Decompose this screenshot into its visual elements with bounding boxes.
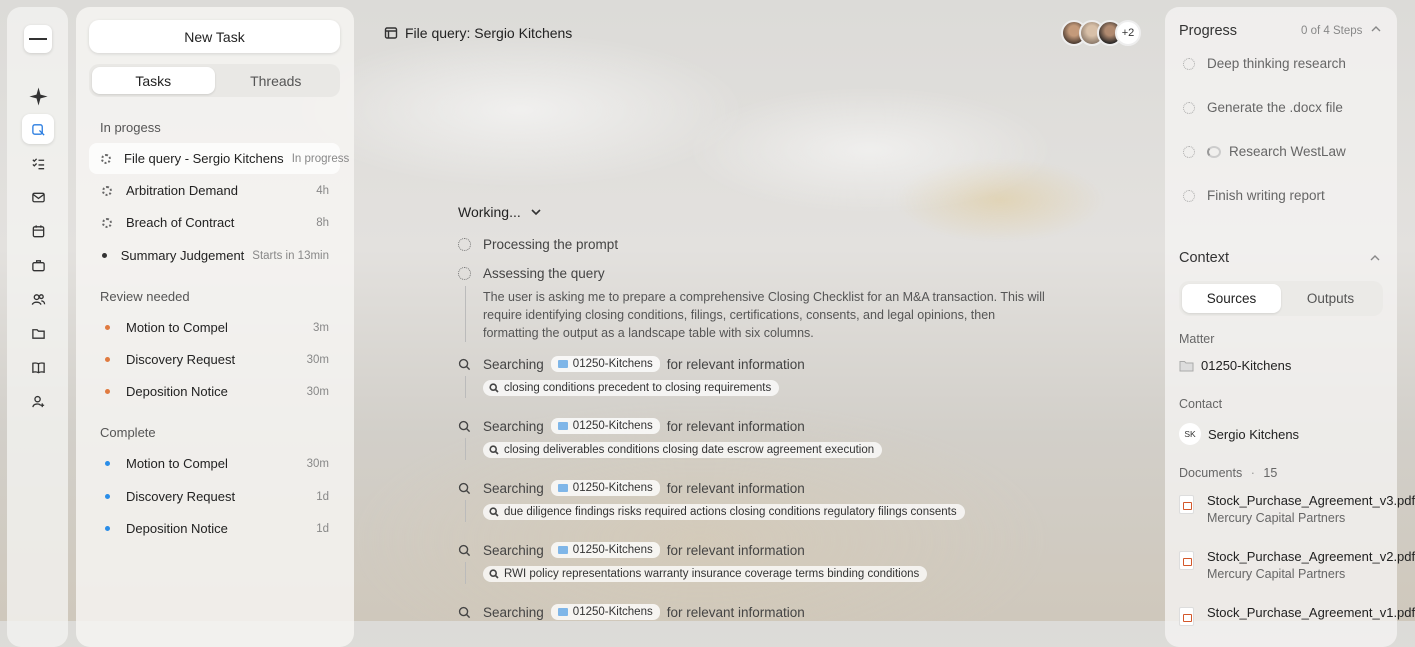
folder-icon — [558, 484, 568, 492]
complete-dot-icon — [101, 491, 113, 503]
matter-chip[interactable]: 01250-Kitchens — [551, 542, 660, 558]
search-icon — [458, 420, 471, 433]
westlaw-icon — [1207, 146, 1221, 158]
search-icon — [458, 358, 471, 371]
step-connector — [465, 286, 466, 342]
chevron-down-icon — [527, 206, 545, 218]
pending-icon — [1183, 102, 1195, 114]
contact-item[interactable]: SK Sergio Kitchens — [1179, 423, 1299, 445]
section-complete: Complete — [100, 425, 156, 440]
search-icon — [489, 445, 499, 455]
in-progress-icon — [101, 153, 111, 165]
review-dot-icon — [101, 354, 113, 366]
folder-icon — [1179, 360, 1194, 372]
more-collaborators-badge[interactable]: +2 — [1115, 20, 1141, 46]
app-rail — [7, 7, 68, 647]
documents-label: Documents · 15 — [1179, 466, 1278, 480]
matter-chip[interactable]: 01250-Kitchens — [551, 480, 660, 496]
calendar-icon[interactable] — [22, 216, 54, 246]
pending-icon — [1183, 190, 1195, 202]
section-in-progress: In progess — [100, 120, 161, 135]
user-add-icon[interactable] — [22, 386, 54, 416]
progress-step: Generate the .docx file — [1183, 100, 1343, 115]
step-connector — [465, 438, 466, 460]
task-item[interactable]: File query - Sergio Kitchens In progress — [89, 143, 340, 174]
search-icon — [489, 507, 499, 517]
complete-dot-icon — [101, 523, 113, 535]
task-item[interactable]: Arbitration Demand 4h — [89, 175, 340, 206]
search-icon — [489, 383, 499, 393]
loading-icon — [458, 238, 471, 251]
task-item[interactable]: Deposition Notice 30m — [89, 376, 340, 407]
review-dot-icon — [101, 386, 113, 398]
right-panel — [1165, 7, 1415, 647]
search-icon — [458, 482, 471, 495]
book-icon[interactable] — [22, 352, 54, 382]
sidebar-tabs — [89, 64, 340, 97]
search-step: Searching 01250-Kitchens for relevant information — [458, 480, 805, 496]
query-chip[interactable]: closing conditions precedent to closing requirements — [483, 380, 779, 396]
pending-icon — [1183, 58, 1195, 70]
chevron-up-icon — [1369, 24, 1383, 34]
step-assessing: Assessing the query — [458, 266, 605, 281]
folder-icon[interactable] — [22, 318, 54, 348]
folder-icon — [558, 360, 568, 368]
reasoning-text: The user is asking me to prepare a comprehensive Closing Checklist for an M&A transaction. This will require identifying closing conditions, filings, certifications, consents, and legal opinions, then formatting the output as a landscape table with six columns. — [483, 290, 1045, 340]
folder-icon — [558, 608, 568, 616]
search-icon — [458, 606, 471, 619]
complete-dot-icon — [101, 458, 113, 470]
page-title: File query: Sergio Kitchens — [405, 25, 573, 41]
working-status-toggle[interactable]: Working... — [458, 204, 545, 220]
app-logo[interactable] — [24, 25, 52, 53]
task-sidebar — [76, 7, 354, 647]
task-item[interactable]: Breach of Contract 8h — [89, 207, 340, 238]
tab-threads[interactable]: Threads — [250, 72, 302, 89]
task-item[interactable]: Deposition Notice 1d — [89, 513, 340, 544]
in-progress-icon — [101, 217, 113, 229]
matter-chip[interactable]: 01250-Kitchens — [551, 356, 660, 372]
matter-label: Matter — [1179, 332, 1215, 346]
window-icon — [384, 26, 398, 40]
query-chip[interactable]: due diligence findings risks required actions closing conditions regulatory filings consents — [483, 504, 965, 520]
new-task-button[interactable]: New Task — [89, 20, 340, 53]
folder-icon — [558, 546, 568, 554]
sparkle-icon[interactable] — [22, 81, 54, 111]
pdf-icon — [1179, 551, 1194, 570]
progress-step: Finish writing report — [1183, 188, 1325, 203]
tab-sources[interactable]: Sources — [1182, 284, 1281, 313]
progress-count[interactable]: 0 of 4 Steps — [1301, 24, 1383, 37]
task-item[interactable]: Motion to Compel 30m — [89, 448, 340, 479]
scheduled-dot-icon — [101, 250, 108, 262]
query-chip[interactable]: RWI policy representations warranty insurance coverage terms binding conditions — [483, 566, 927, 582]
step-connector — [465, 376, 466, 398]
loading-icon — [458, 267, 471, 280]
document-item[interactable]: Stock_Purchase_Agreement_v3.pdf Mercury Capital Partners — [1179, 493, 1389, 529]
search-step: Searching 01250-Kitchens for relevant information — [458, 604, 805, 620]
page-header — [384, 25, 572, 41]
task-item[interactable]: Discovery Request 30m — [89, 344, 340, 375]
search-icon — [458, 544, 471, 557]
contact-avatar: SK — [1179, 423, 1201, 445]
task-item[interactable]: Summary Judgement Starts in 13min — [89, 240, 340, 271]
review-dot-icon — [101, 322, 113, 334]
in-progress-icon — [101, 185, 113, 197]
task-item[interactable]: Discovery Request 1d — [89, 481, 340, 512]
task-item[interactable]: Motion to Compel 3m — [89, 312, 340, 343]
checklist-icon[interactable] — [22, 148, 54, 178]
section-review-needed: Review needed — [100, 289, 190, 304]
matter-chip[interactable]: 01250-Kitchens — [551, 418, 660, 434]
matter-chip[interactable]: 01250-Kitchens — [551, 604, 660, 620]
progress-step: Deep thinking research — [1183, 56, 1346, 71]
progress-step: Research WestLaw — [1183, 144, 1346, 159]
search-step: Searching 01250-Kitchens for relevant information — [458, 542, 805, 558]
query-chip[interactable]: closing deliverables conditions closing date escrow agreement execution — [483, 442, 882, 458]
tab-tasks[interactable]: Tasks — [92, 67, 215, 94]
briefcase-icon[interactable] — [22, 250, 54, 280]
mail-icon[interactable] — [22, 182, 54, 212]
progress-title: Progress — [1179, 23, 1238, 39]
search-step: Searching 01250-Kitchens for relevant information — [458, 418, 805, 434]
tab-outputs[interactable]: Outputs — [1306, 291, 1355, 306]
search-icon — [489, 569, 499, 579]
people-icon[interactable] — [22, 284, 54, 314]
tasks-icon[interactable] — [22, 114, 54, 144]
context-tabs — [1179, 281, 1383, 316]
chevron-up-icon[interactable] — [1368, 253, 1382, 263]
matter-item[interactable]: 01250-Kitchens — [1179, 358, 1291, 373]
folder-icon — [558, 422, 568, 430]
contact-label: Contact — [1179, 397, 1223, 411]
step-processing: Processing the prompt — [458, 237, 618, 252]
pdf-icon — [1179, 607, 1194, 626]
pdf-icon — [1179, 495, 1194, 514]
context-title: Context — [1179, 250, 1229, 266]
step-connector — [465, 500, 466, 522]
document-item[interactable]: Stock_Purchase_Agreement_v2.pdf Mercury Capital Partners — [1179, 549, 1389, 585]
collaborator-avatars[interactable] — [1061, 20, 1141, 46]
document-item[interactable]: Stock_Purchase_Agreement_v1.pdf — [1179, 605, 1389, 625]
search-step: Searching 01250-Kitchens for relevant information — [458, 356, 805, 372]
pending-icon — [1183, 146, 1195, 158]
step-connector — [465, 562, 466, 584]
